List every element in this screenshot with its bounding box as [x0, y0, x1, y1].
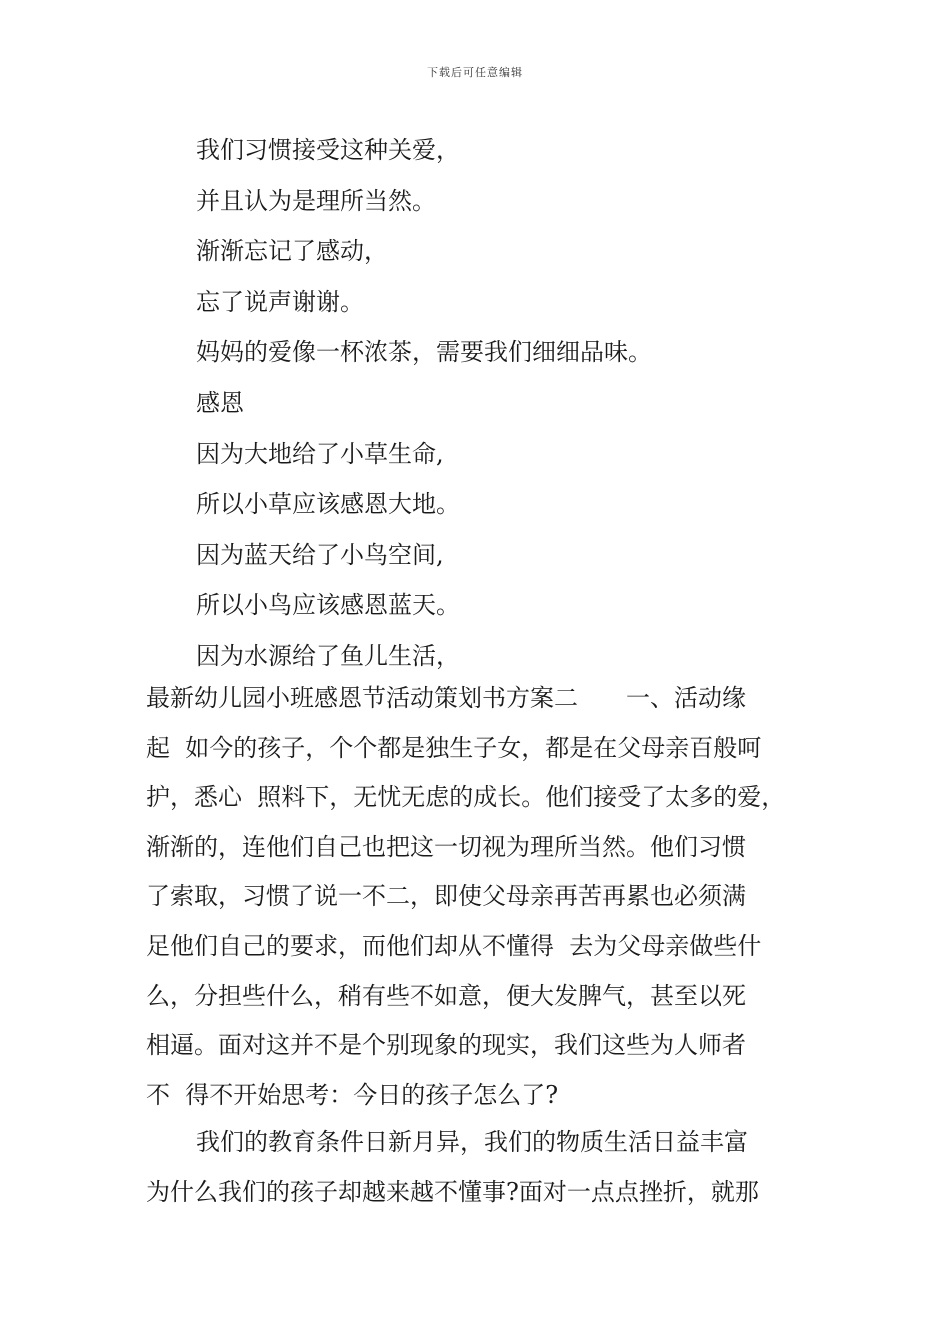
- text-line: 相逼。面对这并不是个别现象的现实，我们这些为人师者: [146, 1031, 746, 1060]
- poem-line: 渐渐忘记了感动，: [196, 237, 388, 266]
- paragraph-2: [146, 1122, 814, 1221]
- poem-line: 忘了说声谢谢。: [196, 287, 364, 316]
- text-line: 护，悉心 照料下，无忧无虑的成长。他们接受了太多的爱，: [146, 783, 786, 812]
- poem-line: 我们习惯接受这种关爱，: [196, 136, 460, 164]
- text-line: 起 如今的孩子，个个都是独生子女，都是在父母亲百般呵: [146, 733, 762, 762]
- poem-line: 所以小草应该感恩大地。: [196, 490, 460, 519]
- text-line: 么，分担些什么，稍有些不如意，便大发脾气，甚至以死: [146, 981, 746, 1010]
- poem-block: [196, 130, 876, 687]
- poem-line: 并且认为是理所当然。: [196, 186, 436, 215]
- paragraph-1: [146, 678, 814, 1124]
- poem-title: 感恩: [196, 388, 244, 417]
- text-line: 了索取，习惯了说一不二，即使父母亲再苦再累也必须满: [146, 882, 746, 911]
- text-line: 最新幼儿园小班感恩节活动策划书方案二 一、活动缘: [146, 684, 746, 712]
- text-line: 不 得不开始思考：今日的孩子怎么了?: [146, 1080, 559, 1109]
- poem-line: 所以小鸟应该感恩蓝天。: [196, 591, 460, 620]
- page-header: 下载后可任意编辑: [427, 66, 523, 79]
- poem-line: 因为大地给了小草生命,: [196, 439, 444, 468]
- text-line: 我们的教育条件日新月异，我们的物质生活日益丰富: [196, 1128, 748, 1156]
- poem-line: 因为水源给了鱼儿生活，: [196, 641, 460, 670]
- poem-line: 妈妈的爱像一杯浓茶，需要我们细细品味。: [196, 338, 652, 367]
- poem-line: 因为蓝天给了小鸟空间,: [196, 540, 444, 569]
- text-line: 渐渐的，连他们自己也把这一切视为理所当然。他们习惯: [146, 832, 746, 861]
- text-line: 足他们自己的要求，而他们却从不懂得 去为父母亲做些什: [146, 931, 762, 960]
- text-line: 为什么我们的孩子却越来越不懂事?面对一点点挫折，就那: [146, 1177, 759, 1206]
